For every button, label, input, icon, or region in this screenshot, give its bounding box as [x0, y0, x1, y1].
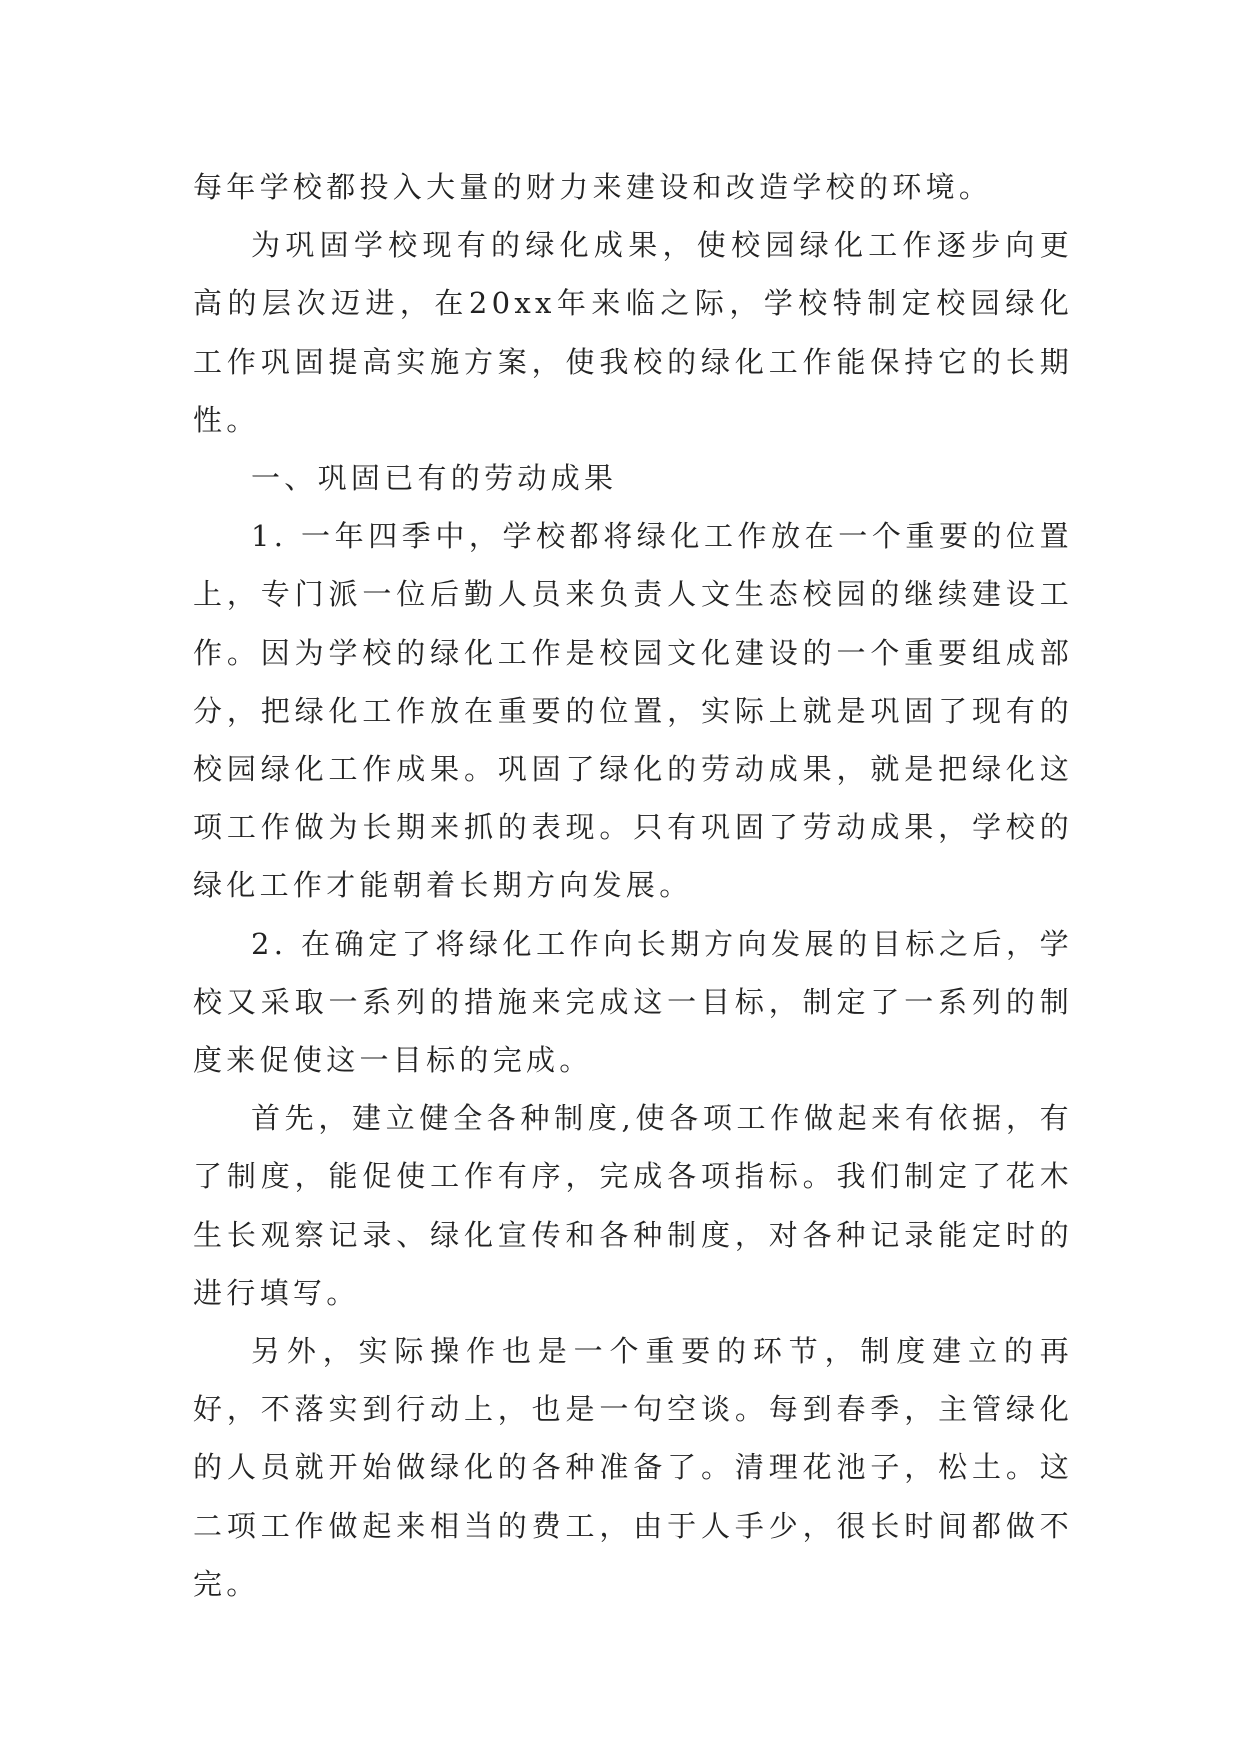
paragraph: 首先，建立健全各种制度,使各项工作做起来有依据，有了制度，能促使工作有序，完成各项指标。我们制定了花木生长观察记录、绿化宣传和各种制度，对各种记录能定时的进行填写。 [193, 1101, 1073, 1310]
paragraph: 为巩固学校现有的绿化成果，使校园绿化工作逐步向更高的层次迈进，在20xx年来临之际，学校特制定校园绿化工作巩固提高实施方案，使我校的绿化工作能保持它的长期性。 [193, 228, 1073, 437]
paragraph: 每年学校都投入大量的财力来建设和改造学校的环境。 [193, 170, 993, 204]
paragraph: 另外，实际操作也是一个重要的环节，制度建立的再好，不落实到行动上，也是一句空谈。每到春季，主管绿化的人员就开始做绿化的各种准备了。清理花池子，松土。这二项工作做起来相当的费工，由于人手少，很长时间都做不完。 [193, 1334, 1073, 1601]
paragraph: 2. 在确定了将绿化工作向长期方向发展的目标之后，学校又采取一系列的措施来完成这一目标，制定了一系列的制度来促使这一目标的完成。 [193, 926, 1073, 1078]
document-body [193, 158, 1073, 1613]
paragraph: 1. 一年四季中，学校都将绿化工作放在一个重要的位置上，专门派一位后勤人员来负责人文生态校园的继续建设工作。因为学校的绿化工作是校园文化建设的一个重要组成部分，把绿化工作放在重要的位置，实际上就是巩固了现有的校园绿化工作成果。巩固了绿化的劳动成果，就是把绿化这项工作做为长期来抓的表现。只有巩固了劳动成果，学校的绿化工作才能朝着长期方向发展。 [193, 519, 1073, 903]
section-heading: 一、巩固已有的劳动成果 [251, 461, 618, 496]
